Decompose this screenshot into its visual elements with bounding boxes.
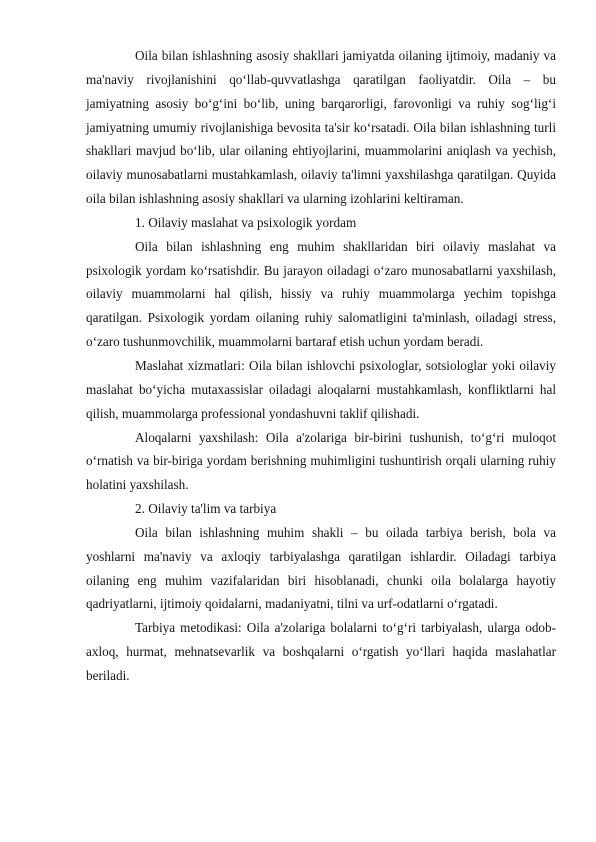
section-heading-education: 2. Oilaviy ta'lim va tarbiya [135, 501, 277, 517]
upbringing-methodology-paragraph: Tarbiya metodikasi: Oila a'zolariga bolalarni to‘g‘ri tarbiyalash, ularga odob-axloq, hurmat, mehnatsevarlik va boshqalarni o‘rgatish yo‘llari haqida maslahatlar beriladi. [86, 620, 556, 683]
document-page [86, 44, 556, 688]
intro-paragraph: Oila bilan ishlashning asosiy shakllari jamiyatda oilaning ijtimoiy, madaniy va ma'naviy rivojlanishini qo‘llab-quvvatlashga qaratilgan faoliyatdir. Oila – bu jamiyatning asosiy bo‘g‘ini bo‘lib, uning barqarorligi, farovonligi va ruhiy sog‘lig‘i jamiyatning umumiy rivojlanishiga bevosita ta'sir ko‘rsatadi. Oila bilan ishlashning turli shakllari mavjud bo‘lib, ular oilaning ehtiyojlarini, muammolarini aniqlash va yechish, oilaviy munosabatlarni mustahkamlash, oilaviy ta'limni yaxshilashga qaratilgan. Quyida oila bilan ishlashning asosiy shakllari va ularning izohlarini keltiraman. [86, 48, 556, 207]
consulting-services-paragraph: Maslahat xizmatlari: Oila bilan ishlovchi psixologlar, sotsiologlar yoki oilaviy maslahat bo‘yicha mutaxassislar oiladagi aloqalarni mustahkamlash, konfliktlarni hal qilish, muammolarga professional yondashuvni taklif qilishadi. [86, 357, 556, 421]
counseling-paragraph: Oila bilan ishlashning eng muhim shakllaridan biri oilaviy maslahat va psixologik yordam ko‘rsatishdir. Bu jarayon oiladagi o‘zaro munosabatlarni yaxshilash, oilaviy muammolarni hal qilish, hissiy va ruhiy muammolarga yechim topishga qaratilgan. Psixologik yordam oilaning ruhiy salomatligini ta'minlash, oiladagi stress, o‘zaro tushunmovchilik, muammolarni bartaraf etish uchun yordam beradi. [86, 238, 556, 350]
education-paragraph: Oila bilan ishlashning muhim shakli – bu oilada tarbiya berish, bola va yoshlarni ma'naviy va axloqiy tarbiyalashga qaratilgan ishlardir. Oiladagi tarbiya oilaning eng muhim vazifalaridan biri hisoblanadi, chunki oila bolalarga hayotiy qadriyatlarni, ijtimoiy qoidalarni, madaniyatni, tilni va urf-odatlarni o‘rgatadi. [86, 524, 556, 612]
section-heading-counseling: 1. Oilaviy maslahat va psixologik yordam [135, 214, 357, 230]
improving-relations-paragraph: Aloqalarni yaxshilash: Oila a'zolariga bir-birini tushunish, to‘g‘ri muloqot o‘rnatish va bir-biriga yordam berishning muhimligini tushuntirish orqali ularning ruhiy holatini yaxshilash. [86, 429, 556, 493]
